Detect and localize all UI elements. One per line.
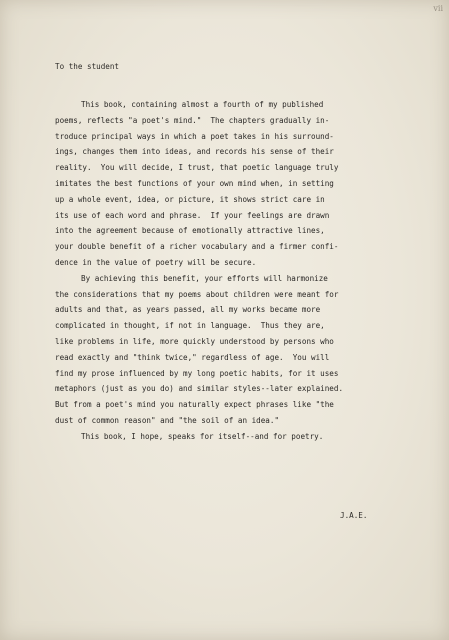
text-line: its use of each word and phrase. If your feelings are drawn (55, 210, 330, 220)
signature-initials: J.A.E. (340, 511, 368, 520)
text-line: the considerations that my poems about children were meant for (55, 289, 339, 299)
text-line: find my prose influenced by my long poetic habits, for it uses (55, 368, 339, 378)
text-line: By achieving this benefit, your efforts will harmonize (81, 273, 328, 283)
text-line: dence in the value of poetry will be secure. (55, 257, 257, 267)
text-line: imitates the best functions of your own mind when, in setting (55, 178, 334, 188)
text-line: into the agreement because of emotionally attractive lines, (55, 226, 325, 236)
text-line: like problems in life, more quickly understood by persons who (55, 336, 334, 346)
text-line: read exactly and "think twice," regardless of age. You will (55, 352, 330, 362)
text-line: ings, changes them into ideas, and records his sense of their (55, 147, 334, 157)
salutation: To the student (55, 62, 120, 71)
text-line: dust of common reason" and "the soil of an idea." (55, 415, 280, 425)
text-line: poems, reflects "a poet's mind." The chapters gradually in- (55, 115, 330, 125)
text-line: troduce principal ways in which a poet takes in his surround- (55, 131, 334, 141)
text-line: This book, I hope, speaks for itself--and for poetry. (81, 431, 324, 441)
text-line: metaphors (just as you do) and similar styles--later explained. (55, 384, 344, 394)
text-line: up a whole event, idea, or picture, it shows strict care in (55, 194, 325, 204)
letter-body (55, 97, 415, 445)
text-line: your double benefit of a richer vocabulary and a firmer confi- (55, 242, 339, 252)
text-line: reality. You will decide, I trust, that poetic language truly (55, 163, 339, 173)
text-line: adults and that, as years passed, all my works became more (55, 305, 321, 315)
text-line: But from a poet's mind you naturally expect phrases like "the (55, 400, 334, 410)
text-line: complicated in thought, if not in language. Thus they are, (55, 321, 325, 331)
page-number: vii (433, 4, 443, 13)
text-line: This book, containing almost a fourth of my published (81, 100, 324, 109)
